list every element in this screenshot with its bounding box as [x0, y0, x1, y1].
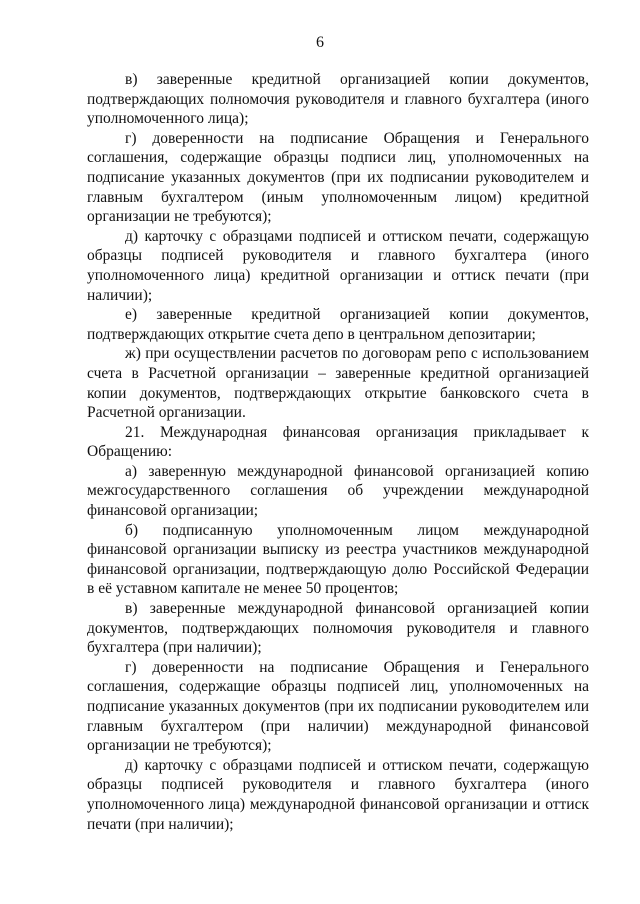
paragraph-d-signature-card-intl-org: д) карточку с образцами подписей и оттиском печати, содержащую образцы подписей руководителя и главного бухгалтера (иного уполномоченного лица) международной финансовой организации и оттиск печати (при наличии); — [87, 756, 589, 833]
paragraph-v-copies-intl-org: в) заверенные международной финансовой организацией копии документов, подтверждающих полномочия руководителя и главного бухгалтера (при наличии); — [87, 600, 589, 657]
paragraph-d-signature-card-credit-org: д) карточку с образцами подписей и оттиском печати, содержащую образцы подписей руководителя и главного бухгалтера (иного уполномоченного лица) кредитной организации и оттиск печати (при наличии); — [87, 227, 589, 304]
paragraph-g-powers-of-attorney-intl-org: г) доверенности на подписание Обращения и Генерального соглашения, содержащие образцы подписей лиц, уполномоченных на подписание указанных документов (при их подписании руководителем или главным бухгалтером (при наличии) международной финансовой организации не требуются); — [87, 658, 589, 755]
paragraph-b-registry-extract: б) подписанную уполномоченным лицом международной финансовой организации выписку из реестра участников международной финансовой организации, подтверждающую долю Российской Федерации в её уставном капитале не менее 50 процентов; — [87, 521, 589, 598]
paragraph-v-copies-credit-org: в) заверенные кредитной организацией копии документов, подтверждающих полномочия руководителя и главного бухгалтера (иного уполномоченного лица); — [87, 71, 589, 128]
document-body — [87, 70, 589, 834]
paragraph-e-depo-account-copies: е) заверенные кредитной организацией копии документов, подтверждающих открытие счета депо в центральном депозитарии; — [87, 306, 589, 343]
paragraph-g-powers-of-attorney-credit-org: г) доверенности на подписание Обращения и Генерального соглашения, содержащие образцы подписи лиц, уполномоченных на подписание указанных документов (при их подписании руководителем и главным бухгалтером (иным уполномоченным лицом) кредитной организации не требуются); — [87, 129, 589, 226]
paragraph-a-interstate-agreement-copy: а) заверенную международной финансовой организацией копию межгосударственного соглашения об учреждении международной финансовой организации; — [87, 462, 589, 520]
page-number: 6 — [316, 34, 324, 51]
paragraph-21-intl-org-attachments: 21. Международная финансовая организация прикладывает к Обращению: — [87, 423, 589, 461]
paragraph-zh-repo-bank-account-copies: ж) при осуществлении расчетов по договорам репо с использованием счета в Расчетной организации – заверенные кредитной организацией копии документов, подтверждающих открытие банковского счета в Расчетной организации. — [87, 345, 589, 422]
